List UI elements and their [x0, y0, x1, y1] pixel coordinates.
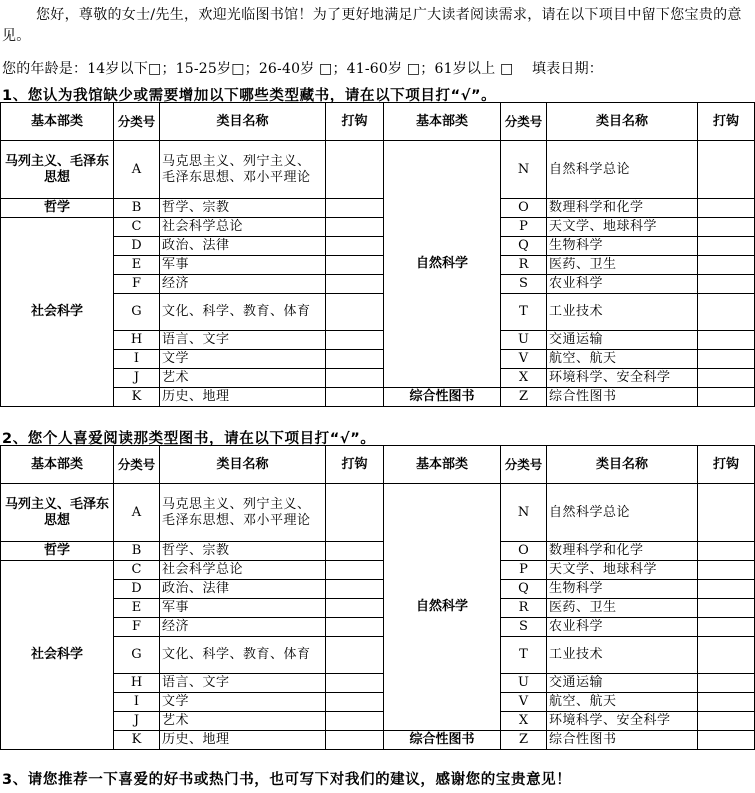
tick-cell[interactable]: [326, 331, 384, 350]
category-code: U: [501, 331, 547, 350]
category-name: 军事: [160, 599, 326, 618]
header-name: 类目名称: [160, 446, 326, 484]
category-name: 文学: [160, 693, 326, 712]
tick-cell[interactable]: [698, 484, 755, 542]
tick-cell[interactable]: [698, 350, 755, 369]
table-row: [1, 580, 755, 599]
category-name: 综合性图书: [547, 388, 698, 407]
group-natural-science: 自然科学: [384, 141, 501, 388]
category-code: I: [114, 350, 160, 369]
tick-cell[interactable]: [326, 599, 384, 618]
tick-cell[interactable]: [698, 712, 755, 731]
tick-cell[interactable]: [698, 580, 755, 599]
category-name: 自然科学总论: [547, 484, 698, 542]
category-code: A: [114, 141, 160, 199]
header-tick: 打钩: [326, 103, 384, 141]
header-dept-right: 基本部类: [384, 103, 501, 141]
intro-text: 您好，尊敬的女士/先生，欢迎光临图书馆！为了更好地满足广大读者阅读需求，请在以下项目中留下您宝贵的意见。: [2, 7, 742, 44]
category-name: 历史、地理: [160, 731, 326, 750]
tick-cell[interactable]: [326, 141, 384, 199]
category-name: 语言、文字: [160, 331, 326, 350]
tick-cell[interactable]: [326, 637, 384, 674]
header-tick-right: 打钩: [698, 446, 755, 484]
category-name: 政治、法律: [160, 580, 326, 599]
table-row: [1, 712, 755, 731]
table-row: [1, 674, 755, 693]
table-row: [1, 275, 755, 294]
category-name: 工业技术: [547, 294, 698, 331]
category-name: 数理科学和化学: [547, 199, 698, 218]
category-code: R: [501, 599, 547, 618]
category-code: F: [114, 618, 160, 637]
tick-cell[interactable]: [326, 218, 384, 237]
category-name: 交通运输: [547, 674, 698, 693]
category-name: 生物科学: [547, 237, 698, 256]
tick-cell[interactable]: [698, 256, 755, 275]
table-row: [1, 331, 755, 350]
table-row: [1, 350, 755, 369]
category-name: 天文学、地球科学: [547, 561, 698, 580]
category-name: 天文学、地球科学: [547, 218, 698, 237]
category-name: 艺术: [160, 369, 326, 388]
category-code: P: [501, 561, 547, 580]
category-code: E: [114, 599, 160, 618]
category-name: 哲学、宗教: [160, 542, 326, 561]
header-dept: 基本部类: [1, 103, 114, 141]
tick-cell[interactable]: [698, 331, 755, 350]
category-name: 马克思主义、列宁主义、毛泽东思想、邓小平理论: [160, 141, 326, 199]
category-name: 交通运输: [547, 331, 698, 350]
table-row: [1, 561, 755, 580]
tick-cell[interactable]: [698, 218, 755, 237]
tick-cell[interactable]: [698, 294, 755, 331]
tick-cell[interactable]: [326, 712, 384, 731]
category-table: [0, 102, 755, 407]
group-natural-science: 自然科学: [384, 484, 501, 731]
category-name: 医药、卫生: [547, 599, 698, 618]
category-code: C: [114, 561, 160, 580]
tick-cell[interactable]: [698, 369, 755, 388]
category-code: T: [501, 294, 547, 331]
tick-cell[interactable]: [326, 369, 384, 388]
category-code: G: [114, 637, 160, 674]
category-code: P: [501, 218, 547, 237]
tick-cell[interactable]: [326, 542, 384, 561]
table-row: [1, 199, 755, 218]
category-name: 农业科学: [547, 275, 698, 294]
table-row: [1, 369, 755, 388]
header-code-right: 分类号: [501, 103, 547, 141]
category-code: E: [114, 256, 160, 275]
category-code: N: [501, 484, 547, 542]
table-row: [1, 542, 755, 561]
category-code: O: [501, 199, 547, 218]
category-code: J: [114, 369, 160, 388]
category-code: H: [114, 674, 160, 693]
group-general-books: 综合性图书: [384, 388, 501, 407]
category-code: S: [501, 618, 547, 637]
category-code: V: [501, 350, 547, 369]
category-code: R: [501, 256, 547, 275]
category-name: 数理科学和化学: [547, 542, 698, 561]
tick-cell[interactable]: [698, 275, 755, 294]
table-row: [1, 218, 755, 237]
tick-cell[interactable]: [698, 542, 755, 561]
tick-cell[interactable]: [698, 599, 755, 618]
category-name: 工业技术: [547, 637, 698, 674]
category-code: D: [114, 237, 160, 256]
tick-cell[interactable]: [326, 484, 384, 542]
category-name: 社会科学总论: [160, 218, 326, 237]
category-code: A: [114, 484, 160, 542]
table-row: [1, 637, 755, 674]
category-code: X: [501, 712, 547, 731]
tick-cell[interactable]: [326, 199, 384, 218]
tick-cell[interactable]: [326, 388, 384, 407]
category-name: 军事: [160, 256, 326, 275]
tick-cell[interactable]: [326, 237, 384, 256]
table-row: [1, 256, 755, 275]
category-name: 综合性图书: [547, 731, 698, 750]
category-name: 文化、科学、教育、体育: [160, 294, 326, 331]
category-name: 经济: [160, 275, 326, 294]
category-code: Z: [501, 731, 547, 750]
group-marx: 马列主义、毛泽东思想: [1, 141, 114, 199]
category-code: C: [114, 218, 160, 237]
category-name: 艺术: [160, 712, 326, 731]
header-tick-right: 打钩: [698, 103, 755, 141]
header-name: 类目名称: [160, 103, 326, 141]
category-code: Q: [501, 237, 547, 256]
tick-cell[interactable]: [326, 674, 384, 693]
category-code: G: [114, 294, 160, 331]
category-code: U: [501, 674, 547, 693]
tick-cell[interactable]: [698, 141, 755, 199]
category-name: 哲学、宗教: [160, 199, 326, 218]
category-code: Z: [501, 388, 547, 407]
table-row: [1, 388, 755, 407]
table-row: [1, 484, 755, 542]
tick-cell[interactable]: [698, 388, 755, 407]
tick-cell[interactable]: [326, 256, 384, 275]
section-1-title: 1、您认为我馆缺少或需要增加以下哪些类型藏书，请在以下项目打“√”。: [2, 88, 497, 104]
table-row: [1, 693, 755, 712]
category-code: D: [114, 580, 160, 599]
tick-cell[interactable]: [326, 618, 384, 637]
category-name: 历史、地理: [160, 388, 326, 407]
tick-cell[interactable]: [326, 693, 384, 712]
category-name: 环境科学、安全科学: [547, 369, 698, 388]
category-name: 语言、文字: [160, 674, 326, 693]
table-row: [1, 599, 755, 618]
tick-cell[interactable]: [698, 199, 755, 218]
tick-cell[interactable]: [698, 637, 755, 674]
category-name: 社会科学总论: [160, 561, 326, 580]
category-code: K: [114, 388, 160, 407]
category-code: B: [114, 199, 160, 218]
category-name: 航空、航天: [547, 693, 698, 712]
tick-cell[interactable]: [698, 618, 755, 637]
group-social-science: 社会科学: [1, 561, 114, 750]
header-code: 分类号: [114, 446, 160, 484]
tick-cell[interactable]: [326, 350, 384, 369]
header-name-right: 类目名称: [547, 446, 698, 484]
section-3-title: 3、请您推荐一下喜爱的好书或热门书，也可写下对我们的建议，感谢您的宝贵意见！: [2, 772, 572, 788]
category-code: H: [114, 331, 160, 350]
category-code: B: [114, 542, 160, 561]
tick-cell[interactable]: [326, 294, 384, 331]
category-name: 文学: [160, 350, 326, 369]
group-social-science: 社会科学: [1, 218, 114, 407]
table-row: [1, 141, 755, 199]
header-code-right: 分类号: [501, 446, 547, 484]
tick-cell[interactable]: [698, 731, 755, 750]
table-row: [1, 618, 755, 637]
category-code: V: [501, 693, 547, 712]
category-name: 文化、科学、教育、体育: [160, 637, 326, 674]
category-code: S: [501, 275, 547, 294]
tick-cell[interactable]: [326, 731, 384, 750]
group-marx: 马列主义、毛泽东思想: [1, 484, 114, 542]
category-name: 政治、法律: [160, 237, 326, 256]
category-code: F: [114, 275, 160, 294]
category-table: [0, 445, 755, 750]
group-general-books: 综合性图书: [384, 731, 501, 750]
category-name: 环境科学、安全科学: [547, 712, 698, 731]
category-name: 经济: [160, 618, 326, 637]
category-code: K: [114, 731, 160, 750]
tick-cell[interactable]: [698, 674, 755, 693]
category-code: N: [501, 141, 547, 199]
tick-cell[interactable]: [698, 693, 755, 712]
header-dept: 基本部类: [1, 446, 114, 484]
category-code: I: [114, 693, 160, 712]
category-name: 航空、航天: [547, 350, 698, 369]
group-philosophy: 哲学: [1, 542, 114, 561]
header-dept-right: 基本部类: [384, 446, 501, 484]
age-selection-row: 您的年龄是：14岁以下□；15-25岁□；26-40岁 □；41-60岁 □；61岁以上 □ 填表日期：: [2, 61, 603, 77]
table-row: [1, 237, 755, 256]
header-name-right: 类目名称: [547, 103, 698, 141]
category-code: T: [501, 637, 547, 674]
tick-cell[interactable]: [326, 580, 384, 599]
category-name: 农业科学: [547, 618, 698, 637]
tick-cell[interactable]: [326, 275, 384, 294]
header-tick: 打钩: [326, 446, 384, 484]
category-name: 医药、卫生: [547, 256, 698, 275]
tick-cell[interactable]: [326, 561, 384, 580]
category-code: J: [114, 712, 160, 731]
category-name: 生物科学: [547, 580, 698, 599]
group-philosophy: 哲学: [1, 199, 114, 218]
table-row: [1, 731, 755, 750]
tick-cell[interactable]: [698, 561, 755, 580]
header-code: 分类号: [114, 103, 160, 141]
category-code: X: [501, 369, 547, 388]
category-name: 自然科学总论: [547, 141, 698, 199]
category-name: 马克思主义、列宁主义、毛泽东思想、邓小平理论: [160, 484, 326, 542]
section-2-title: 2、您个人喜爱阅读那类型图书，请在以下项目打“√”。: [2, 431, 376, 447]
category-code: Q: [501, 580, 547, 599]
category-code: O: [501, 542, 547, 561]
tick-cell[interactable]: [698, 237, 755, 256]
table-row: [1, 294, 755, 331]
